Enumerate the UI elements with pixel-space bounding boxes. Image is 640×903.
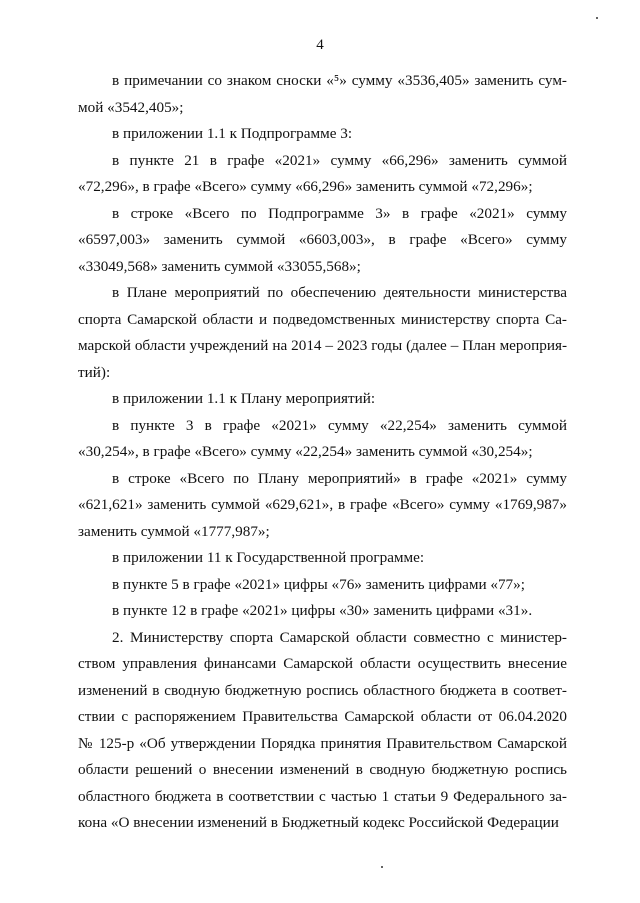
- paragraph: [78, 545, 567, 572]
- paragraph: [78, 121, 567, 148]
- text-line: в пункте 5 в графе «2021» цифры «76» заменить цифрами «77»;: [112, 575, 525, 593]
- text-line: в пункте 12 в графе «2021» цифры «30» заменить цифрами «31».: [112, 602, 533, 619]
- text-line: мой «3542,405»;: [78, 98, 184, 116]
- text-line: марской области учреждений на 2014 – 2023 годы (далее – План мероприя-: [78, 337, 567, 354]
- scan-speck: [381, 866, 383, 868]
- text-line: в строке «Всего по Подпрограмме 3» в графе «2021» сумму: [112, 204, 567, 222]
- text-line: ствии с распоряжением Правительства Самарской области от 06.04.2020: [78, 708, 567, 725]
- text-line: тий):: [78, 363, 111, 381]
- text-line: заменить суммой «1777,987»;: [78, 522, 270, 540]
- text-line: «72,296», в графе «Всего» сумму «66,296» заменить суммой «72,296»;: [78, 178, 533, 195]
- text-line: ством управления финансами Самарской области осуществить внесение: [78, 655, 567, 672]
- paragraph: [78, 280, 567, 386]
- text-line: в приложении 1.1 к Подпрограмме 3:: [112, 125, 353, 142]
- paragraph: [78, 68, 567, 121]
- text-line: в Плане мероприятий по обеспечению деятельности министерства: [112, 284, 567, 301]
- paragraph: [78, 413, 567, 466]
- paragraph: [78, 625, 567, 837]
- text-line: кона «О внесении изменений в Бюджетный кодекс Российской Федерации: [78, 814, 559, 831]
- text-line: в строке «Всего по Плану мероприятий» в графе «2021» сумму: [112, 469, 567, 487]
- text-line: в приложении 1.1 к Плану мероприятий:: [112, 390, 376, 407]
- text-line: 2. Министерству спорта Самарской области совместно с министер-: [112, 628, 567, 646]
- text-line: области решений о внесении изменений в сводную бюджетную роспись: [78, 761, 567, 778]
- text-line: областного бюджета в соответствии с частью 1 статьи 9 Федерального за-: [78, 787, 567, 805]
- text-line: № 125-р «Об утверждении Порядка принятия Правительством Самарской: [78, 734, 567, 752]
- paragraph: [78, 386, 567, 413]
- text-line: «30,254», в графе «Всего» сумму «22,254» заменить суммой «30,254»;: [78, 443, 533, 460]
- scan-speck: [596, 17, 598, 19]
- paragraph: [78, 148, 567, 201]
- text-line: «6597,003» заменить суммой «6603,003», в графе «Всего» сумму: [78, 231, 567, 248]
- document-body: [78, 68, 567, 837]
- text-line: «621,621» заменить суммой «629,621», в графе «Всего» сумму «1769,987»: [78, 496, 567, 513]
- text-line: в пункте 21 в графе «2021» сумму «66,296» заменить суммой: [112, 151, 567, 169]
- text-line: в пункте 3 в графе «2021» сумму «22,254» заменить суммой: [112, 416, 567, 434]
- text-line: изменений в сводную бюджетную роспись областного бюджета в соответ-: [78, 681, 567, 699]
- text-line: в приложении 11 к Государственной программе:: [112, 549, 425, 566]
- paragraph: [78, 466, 567, 546]
- text-line: спорта Самарской области и подведомственных министерству спорта Са-: [78, 310, 567, 328]
- page-number: 4: [316, 37, 324, 53]
- text-line: в примечании со знаком сноски «⁵» сумму «3536,405» заменить сум-: [112, 72, 567, 89]
- paragraph: [78, 201, 567, 281]
- text-line: «33049,568» заменить суммой «33055,568»;: [78, 257, 361, 275]
- paragraph: [78, 598, 567, 625]
- paragraph: [78, 572, 567, 599]
